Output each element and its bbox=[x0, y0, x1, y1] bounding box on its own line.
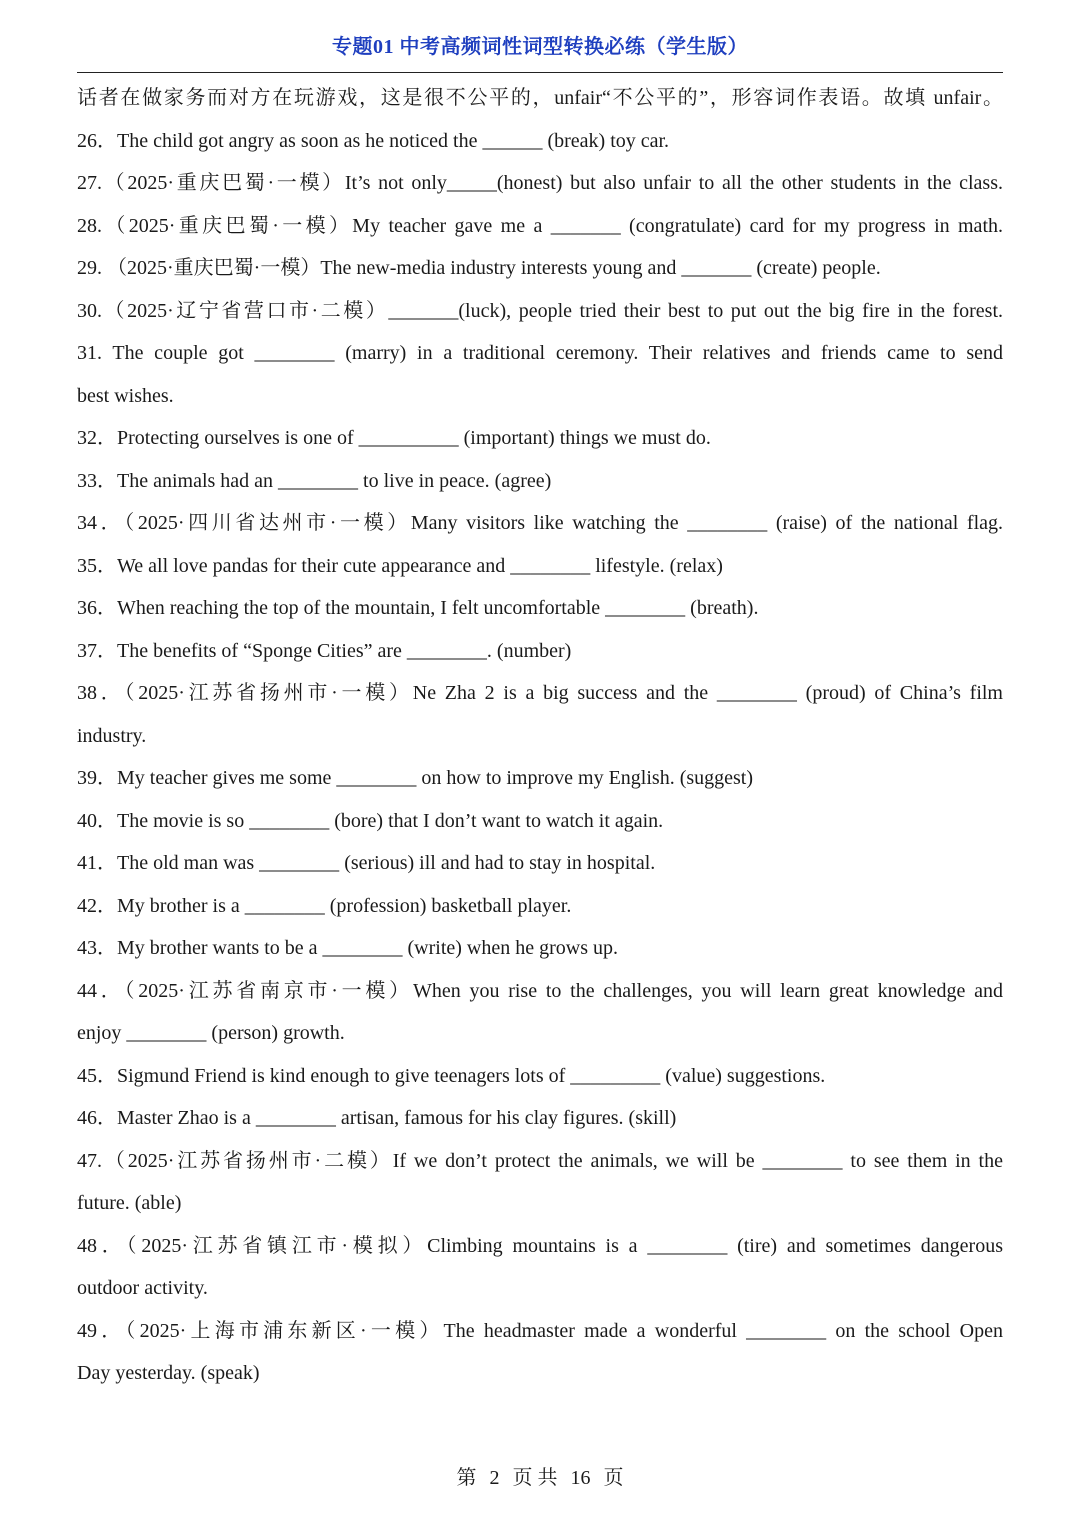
list-item: Day yesterday. (speak) bbox=[77, 1362, 260, 1384]
current-page-number: 2 bbox=[489, 1467, 500, 1489]
list-item: 40．The movie is so ________ (bore) that I don’t want to watch it again. bbox=[77, 809, 664, 832]
list-item: 42．My brother is a ________ (profession) basketball player. bbox=[77, 894, 572, 917]
list-item: best wishes. bbox=[77, 384, 174, 407]
list-item: 30.（2025·辽宁省营口市·二模）_______(luck), people tried their best to put out the big fire in the forest. bbox=[77, 299, 1003, 322]
page-footer bbox=[0, 1461, 1080, 1490]
list-item: future. (able) bbox=[77, 1192, 182, 1214]
list-item: 话者在做家务而对方在玩游戏，这是很不公平的，unfair“不公平的”，形容词作表语。故填 unfair。 bbox=[77, 87, 1003, 109]
list-item: 28.（2025·重庆巴蜀·一模）My teacher gave me a _______ (congratulate) card for my progress in math. bbox=[77, 214, 1003, 237]
page-label-mid: 页 共 bbox=[512, 1467, 558, 1489]
list-item: 38．（2025·江苏省扬州市·一模）Ne Zha 2 is a big success and the ________ (proud) of China’s film bbox=[77, 682, 1003, 704]
page-label-post: 页 bbox=[603, 1467, 624, 1489]
list-item: 39．My teacher gives me some ________ on how to improve my English. (suggest) bbox=[77, 767, 754, 789]
page-label-pre: 第 bbox=[456, 1467, 477, 1489]
list-item: 43．My brother wants to be a ________ (write) when he grows up. bbox=[77, 937, 619, 959]
list-item: 27.（2025·重庆巴蜀·一模）It’s not only_____(honest) but also unfair to all the other students in the class. bbox=[77, 172, 1003, 194]
list-item: 34．（2025·四川省达州市·一模）Many visitors like watching the ________ (raise) of the national flag. bbox=[77, 512, 1003, 534]
list-item: 49．（2025·上海市浦东新区·一模）The headmaster made a wonderful ________ on the school Open bbox=[77, 1319, 1003, 1342]
list-item: 26．The child got angry as soon as he noticed the ______ (break) toy car. bbox=[77, 129, 670, 152]
header-divider bbox=[77, 72, 1003, 73]
list-item: 46．Master Zhao is a ________ artisan, famous for his clay figures. (skill) bbox=[77, 1107, 677, 1129]
list-item: 47.（2025·江苏省扬州市·二模）If we don’t protect the animals, we will be ________ to see them in the bbox=[77, 1149, 1003, 1172]
list-item: outdoor activity. bbox=[77, 1277, 208, 1299]
list-item: 36．When reaching the top of the mountain, I felt uncomfortable ________ (breath). bbox=[77, 597, 759, 619]
page-header-title: 专题01 中考高频词性词型转换必练（学生版） bbox=[332, 36, 748, 58]
list-item: 29. （2025·重庆巴蜀·一模）The new-media industry interests young and _______ (create) people. bbox=[77, 257, 881, 279]
list-item: 45．Sigmund Friend is kind enough to give teenagers lots of _________ (value) suggestions. bbox=[77, 1064, 826, 1087]
exercise-list bbox=[77, 77, 1003, 1395]
list-item: 37．The benefits of “Sponge Cities” are ________. (number) bbox=[77, 639, 572, 662]
list-item: 44．（2025·江苏省南京市·一模）When you rise to the challenges, you will learn great knowledge and bbox=[77, 979, 1003, 1002]
total-pages: 16 bbox=[570, 1467, 591, 1489]
list-item: 48．（2025·江苏省镇江市·模拟）Climbing mountains is a ________ (tire) and sometimes dangerous bbox=[77, 1234, 1003, 1257]
list-item: 32．Protecting ourselves is one of __________ (important) things we must do. bbox=[77, 427, 711, 449]
list-item: 31. The couple got ________ (marry) in a traditional ceremony. Their relatives and friends came to send bbox=[77, 342, 1003, 364]
list-item: 41．The old man was ________ (serious) ill and had to stay in hospital. bbox=[77, 852, 656, 874]
list-item: 35．We all love pandas for their cute appearance and ________ lifestyle. (relax) bbox=[77, 554, 723, 577]
list-item: 33．The animals had an ________ to live in peace. (agree) bbox=[77, 469, 552, 492]
list-item: enjoy ________ (person) growth. bbox=[77, 1022, 345, 1044]
list-item: industry. bbox=[77, 724, 147, 747]
